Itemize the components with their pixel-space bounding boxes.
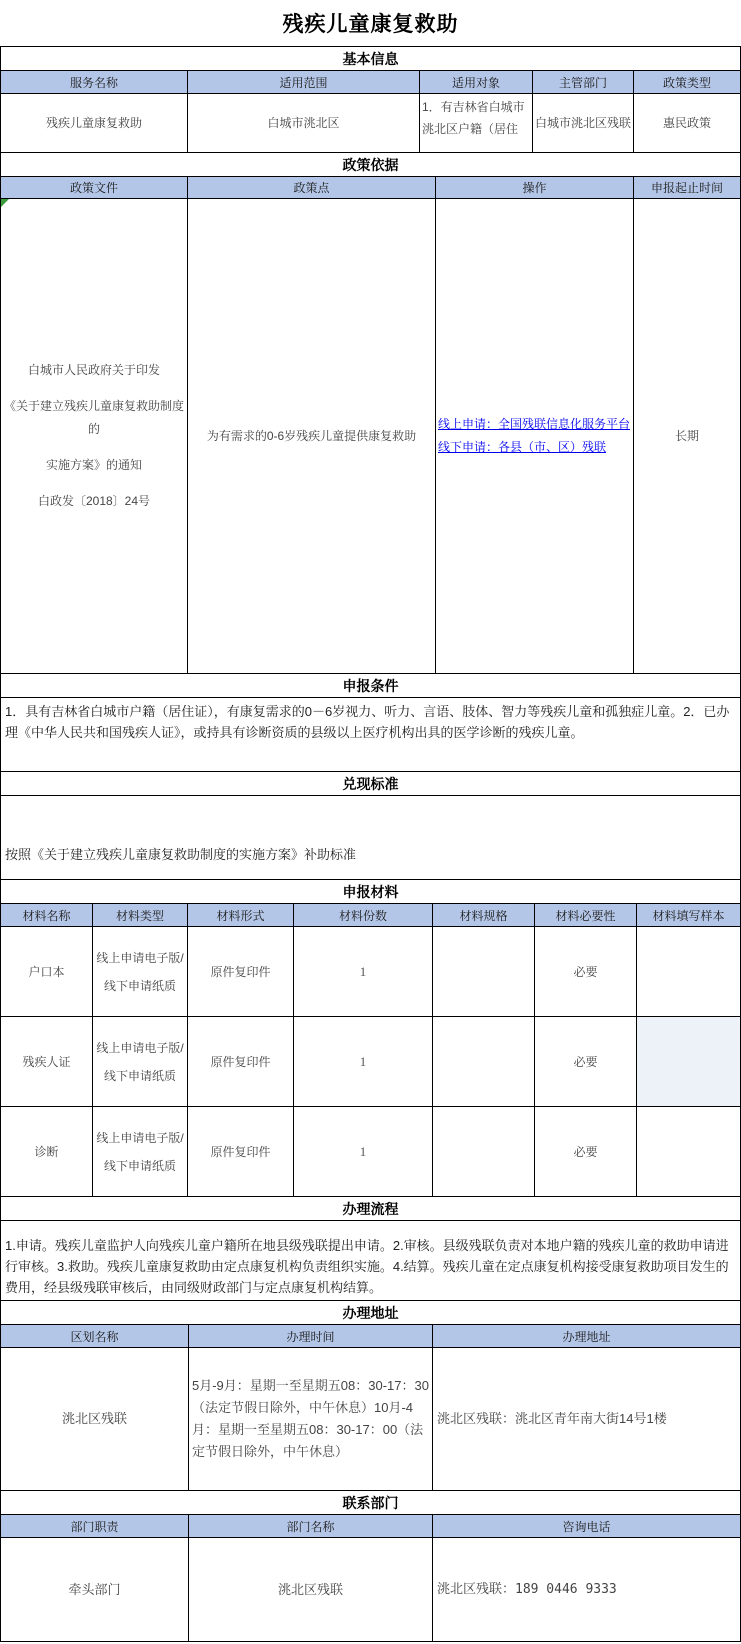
office-hours-cell: 5月-9月：星期一至星期五08：30-17：30（法定节假日除外，中午休息）10月-4月：星期一至星期五08：30-17：00（法定节假日除外，中午休息） (189, 1348, 433, 1490)
material-form-cell: 原件复印件 (188, 1017, 294, 1106)
material-form-cell: 原件复印件 (188, 927, 294, 1016)
col-header-actions: 操作 (436, 177, 634, 198)
col-header-material-required: 材料必要性 (535, 904, 637, 926)
scope-cell: 白城市洮北区 (188, 94, 420, 152)
material-required-cell: 必要 (535, 1107, 637, 1196)
material-sample-cell (637, 1107, 740, 1196)
material-count-cell: 1 (294, 927, 433, 1016)
col-header-material-spec: 材料规格 (433, 904, 535, 926)
col-header-material-name: 材料名称 (1, 904, 93, 926)
page-title: 残疾儿童康复救助 (282, 12, 459, 36)
policy-header-row (1, 177, 740, 199)
cell-corner-marker-icon (1, 199, 9, 207)
office-address-cell: 洮北区残联：洮北区青年南大街14号1楼 (437, 1411, 667, 1426)
online-apply-link[interactable]: 线上申请：全国残联信息化服务平台 (438, 417, 631, 431)
policy-file-cell (1, 199, 188, 673)
col-header-policy-type: 政策类型 (662, 75, 711, 90)
material-row (1, 1017, 740, 1107)
target-cell: 1．有吉林省白城市洮北区户籍（居住 (420, 94, 533, 152)
material-name-cell: 残疾人证 (1, 1017, 93, 1106)
policy-file-text (3, 346, 185, 526)
col-header-district: 区划名称 (1, 1325, 189, 1347)
materials-header-row (1, 904, 740, 927)
section-banner-contact: 联系部门 (1, 1491, 740, 1515)
material-type-cell: 线上申请电子版/线下申请纸质 (93, 927, 188, 1016)
material-type-cell: 线上申请电子版/线下申请纸质 (93, 1107, 188, 1196)
material-count-cell: 1 (294, 1107, 433, 1196)
policy-type-cell: 惠民政策 (662, 116, 711, 130)
offline-apply-link[interactable]: 线下申请：各县（市、区）残联 (438, 440, 607, 454)
col-header-material-sample: 材料填写样本 (652, 908, 725, 923)
section-banner-address: 办理地址 (1, 1301, 740, 1325)
material-row (1, 927, 740, 1017)
col-header-policy-file: 政策文件 (1, 177, 188, 198)
standard-text: 按照《关于建立残疾儿童康复救助制度的实施方案》补助标准 (1, 796, 740, 880)
actions-cell (436, 199, 634, 673)
col-header-office-hours: 办理时间 (189, 1325, 433, 1347)
policy-data-row (1, 199, 740, 674)
department-name-cell: 洮北区残联 (189, 1538, 433, 1641)
col-header-material-form: 材料形式 (188, 904, 294, 926)
contact-header-row (1, 1515, 740, 1538)
material-name-cell: 户口本 (1, 927, 93, 1016)
policy-file-line: 白政发〔2018〕24号 (37, 494, 151, 508)
policy-file-line: 白城市人民政府关于印发 (27, 363, 160, 377)
col-header-apply-period: 申报起止时间 (650, 181, 723, 195)
section-banner-basic-info: 基本信息 (1, 47, 740, 71)
process-text: 1.申请。残疾儿童监护人向残疾儿童户籍所在地县级残联提出申请。2.审核。县级残联负责对本地户籍的残疾儿童的救助申请进行审核。3.救助。残疾儿童康复救助由定点康复机构负责组织实施。4.结算。残疾儿童在定点康复机构接受康复救助项目发生的费用，经县级残联审核后，由同级财政部门与定点康复机构结算。 (1, 1221, 740, 1301)
col-header-office-address: 办理地址 (562, 1329, 611, 1344)
col-header-service-name: 服务名称 (1, 71, 188, 93)
address-header-row (1, 1325, 740, 1348)
info-table (0, 46, 741, 1642)
department-cell: 白城市洮北区残联 (533, 94, 634, 152)
conditions-text: 1．具有吉林省白城市户籍（居住证），有康复需求的0－6岁视力、听力、言语、肢体、智力等残疾儿童和孤独症儿童。2．已办理《中华人民共和国残疾人证》，或持具有诊断资质的县级以上医疗机构出具的医学诊断的残疾儿童。 (1, 698, 740, 772)
col-header-scope: 适用范围 (188, 71, 420, 93)
section-banner-process: 办理流程 (1, 1197, 740, 1221)
apply-period-cell: 长期 (674, 429, 699, 443)
section-banner-conditions: 申报条件 (1, 674, 740, 698)
section-banner-standard: 兑现标准 (1, 772, 740, 796)
col-header-department-name: 部门名称 (189, 1515, 433, 1537)
material-count-cell: 1 (294, 1017, 433, 1106)
col-header-policy-point: 政策点 (188, 177, 436, 198)
material-spec-cell (433, 1017, 535, 1106)
material-spec-cell (433, 1107, 535, 1196)
col-header-target: 适用对象 (420, 71, 533, 93)
basic-info-header-row (1, 71, 740, 94)
phone-cell: 洮北区残联：189 0446 9333 (437, 1581, 617, 1597)
col-header-material-count: 材料份数 (294, 904, 433, 926)
service-name-cell: 残疾儿童康复救助 (1, 94, 188, 152)
contact-data-row (1, 1538, 740, 1642)
material-sample-cell (637, 927, 740, 1016)
action-links (438, 413, 630, 459)
basic-info-data-row (1, 94, 740, 153)
col-header-material-type: 材料类型 (93, 904, 188, 926)
policy-file-line: 《关于建立残疾儿童康复救助制度的 (3, 399, 184, 436)
col-header-department-duty: 部门职责 (1, 1515, 189, 1537)
col-header-phone: 咨询电话 (562, 1519, 611, 1534)
material-spec-cell (433, 927, 535, 1016)
policy-file-line: 实施方案》的通知 (45, 458, 142, 472)
material-type-cell: 线上申请电子版/线下申请纸质 (93, 1017, 188, 1106)
material-required-cell: 必要 (535, 927, 637, 1016)
material-sample-cell (637, 1017, 740, 1106)
material-row (1, 1107, 740, 1197)
section-banner-materials: 申报材料 (1, 880, 740, 904)
material-form-cell: 原件复印件 (188, 1107, 294, 1196)
address-data-row (1, 1348, 740, 1491)
material-name-cell: 诊断 (1, 1107, 93, 1196)
department-duty-cell: 牵头部门 (1, 1538, 189, 1641)
section-banner-policy-basis: 政策依据 (1, 153, 740, 177)
policy-point-cell: 为有需求的0-6岁残疾儿童提供康复救助 (188, 199, 436, 673)
district-cell: 洮北区残联 (1, 1348, 189, 1490)
material-required-cell: 必要 (535, 1017, 637, 1106)
col-header-department: 主管部门 (533, 71, 634, 93)
